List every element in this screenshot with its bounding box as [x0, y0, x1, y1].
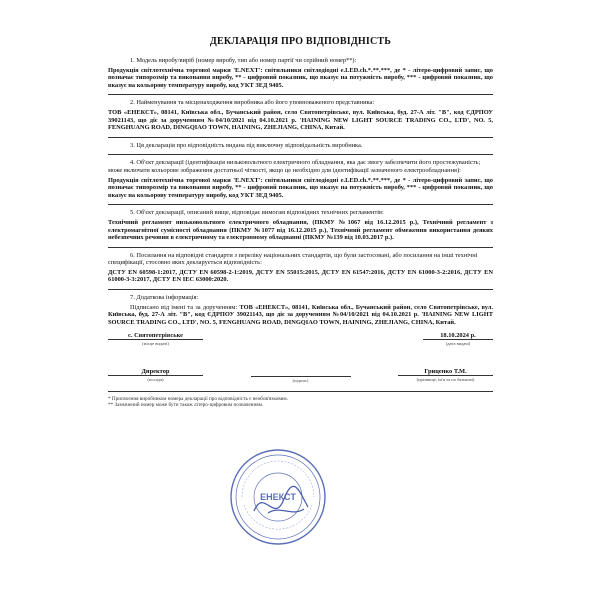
person-block: [398, 368, 493, 383]
section-2-heading: 2. Найменування та місценаходження виробника або його уповноваженого представника:: [130, 99, 375, 107]
section-4: [108, 159, 493, 199]
section-5-body: Технічний регламент низьковольтного електричного обладнання, (ПКМУ №1067 від 16.12.2015 р.), Технічний регламент з електромагнітної сумісності обладнання (ПКМУ №1077 від 16.12.2015 р.), Технічний регламент обмеження використання деяких небезпечних речовин в електричному та електронному обладнанні (ПКМУ №139 від 10.03.2017 р.).: [108, 218, 493, 242]
divider: [108, 137, 493, 138]
section-1-heading: 1. Модель виробу/виріб (номер виробу, тип або номер партії чи серійний номер**):: [130, 57, 357, 64]
section-5: [108, 209, 493, 241]
date-block: [423, 332, 493, 346]
section-6-body: ДСТУ EN 60598-1:2017, ДСТУ EN 60598-2-1:2019, ДСТУ EN 55015:2015, ДСТУ EN 61547:2016, ДСТУ EN 61000-3-2:2016, ДСТУ EN 61000-3-3:2017, ДСТУ EN IEC 63000:2020.: [108, 268, 493, 284]
section-6: [108, 252, 493, 284]
section-1-body: Продукція світлотехнічна торгової марки 'E.NEXT': світильники світлодіодні e.LED.ch.*.**.***, де * - літеро-цифровий запис, що позначає типорозмір та виконання виробу, ** - цифровий показник, що вказує на потужність виробу, *** - цифровий показник, що вказує на кольорову температуру виробу, код УКТ ЗЕД 9405.: [108, 66, 493, 89]
seal-text: ЕНЕКСТ: [260, 492, 296, 502]
place-caption: (місце видачі): [108, 339, 203, 346]
section-6-heading: 6. Посилання на відповідні стандарти з переліку національних стандартів, що були застосовані, або посилання на інші технічні специфікації, стосовно яких декларується відповідність:: [108, 251, 478, 267]
position-value: Директор: [141, 368, 170, 376]
section-2-body: ТОВ «ЕНЕКСТ», 08141, Київська обл., Бучанський район, село Святопетрівське, вул. Київська, буд. 27-А літ. "В", код ЄДРПОУ 39021143, що діє за дорученням №04/10/2021 від 04.10.2021 р. 'HAINING NEW LIGHT SOURCE TRADING CO., LTD', NO. 5, FENGHUANG ROAD, DINGQIAO TOWN, HAINING, ZHEJIANG, CHINA, Китай.: [108, 108, 493, 132]
signature-block: [251, 368, 351, 383]
signed-on-behalf: [108, 304, 493, 327]
section-7: [108, 294, 493, 326]
section-4-body: Продукція світлотехнічна торгової марки 'E.NEXT': світильники світлодіодні e.LED.ch.*.**.***, де * - літеро-цифровий запис, що позначає типорозмір та виконання виробу, ** - цифровий показник, що вказує на потужність виробу, *** - цифровий показник, що вказує на кольорову температуру виробу, код УКТ ЗЕД 9405.: [108, 176, 493, 199]
company-seal: [228, 447, 328, 547]
divider: [108, 391, 493, 392]
person-value: Гриценко Т.М.: [424, 368, 467, 376]
divider: [108, 289, 493, 290]
section-4-heading: 4. Об'єкт декларації (ідентифікація низьковольтного електричного обладнання, яка дає змогу забезпечити його простежуваність; може включати кольорове зображення достатньої чіткості, якщо це необхідно для ідентифікації зазначеного електрообладнання):: [108, 159, 481, 174]
declaration-page: [108, 36, 493, 408]
section-2: [108, 99, 493, 131]
divider: [108, 154, 493, 155]
date-caption: (дата видачі): [423, 339, 493, 346]
signature-caption: (підпис): [251, 376, 351, 383]
section-5-heading: 5. Об'єкт декларації, описаний вище, відповідає вимогам відповідних технічних регламентів:: [130, 209, 384, 217]
section-3-heading: 3. Ця декларація про відповідність видана під виключну відповідальність виробника.: [130, 141, 363, 149]
position-caption: (посада): [108, 375, 203, 382]
divider: [108, 204, 493, 205]
place-block: [108, 332, 203, 346]
divider: [108, 247, 493, 248]
place-value: с. Святопетрівське: [128, 332, 183, 340]
person-caption: (прізвище, ім'я та по батькові): [398, 375, 493, 382]
section-3: [108, 142, 493, 150]
signed-prefix: Підписано від імені та за дорученням:: [130, 303, 240, 311]
signatures-row: [108, 368, 493, 383]
footnote-2: ** Зазначений номер може бути також літеро-цифровим позначенням.: [108, 402, 264, 409]
section-1: [108, 57, 493, 89]
footnote-1: * Присвоєння виробником номера декларації про відповідність є необов'язковим.: [108, 396, 289, 403]
position-block: [108, 368, 203, 383]
section-7-heading: 7. Додаткова інформація:: [130, 294, 199, 302]
place-date-row: [108, 332, 493, 346]
page-title: ДЕКЛАРАЦІЯ ПРО ВІДПОВІДНІСТЬ: [209, 36, 392, 47]
divider: [108, 94, 493, 95]
footnotes: [108, 396, 493, 408]
signed-body: ТОВ «ЕНЕКСТ», 08141, Київська обл., Бучанський район, село Святопетрівське, вул. Київська, буд. 27-А літ. "В", код ЄДРПОУ 39021143, що діє за дорученням №04/10/2021 від 04.10.2021 р. 'HAINING NEW LIGHT SOURCE TRADING CO., LTD', NO. 5, FENGHUANG ROAD, DINGQIAO TOWN, HAINING, ZHEJIANG, CHINA, Китай.: [108, 303, 493, 326]
date-value: 18.10.2024 р.: [440, 332, 476, 340]
